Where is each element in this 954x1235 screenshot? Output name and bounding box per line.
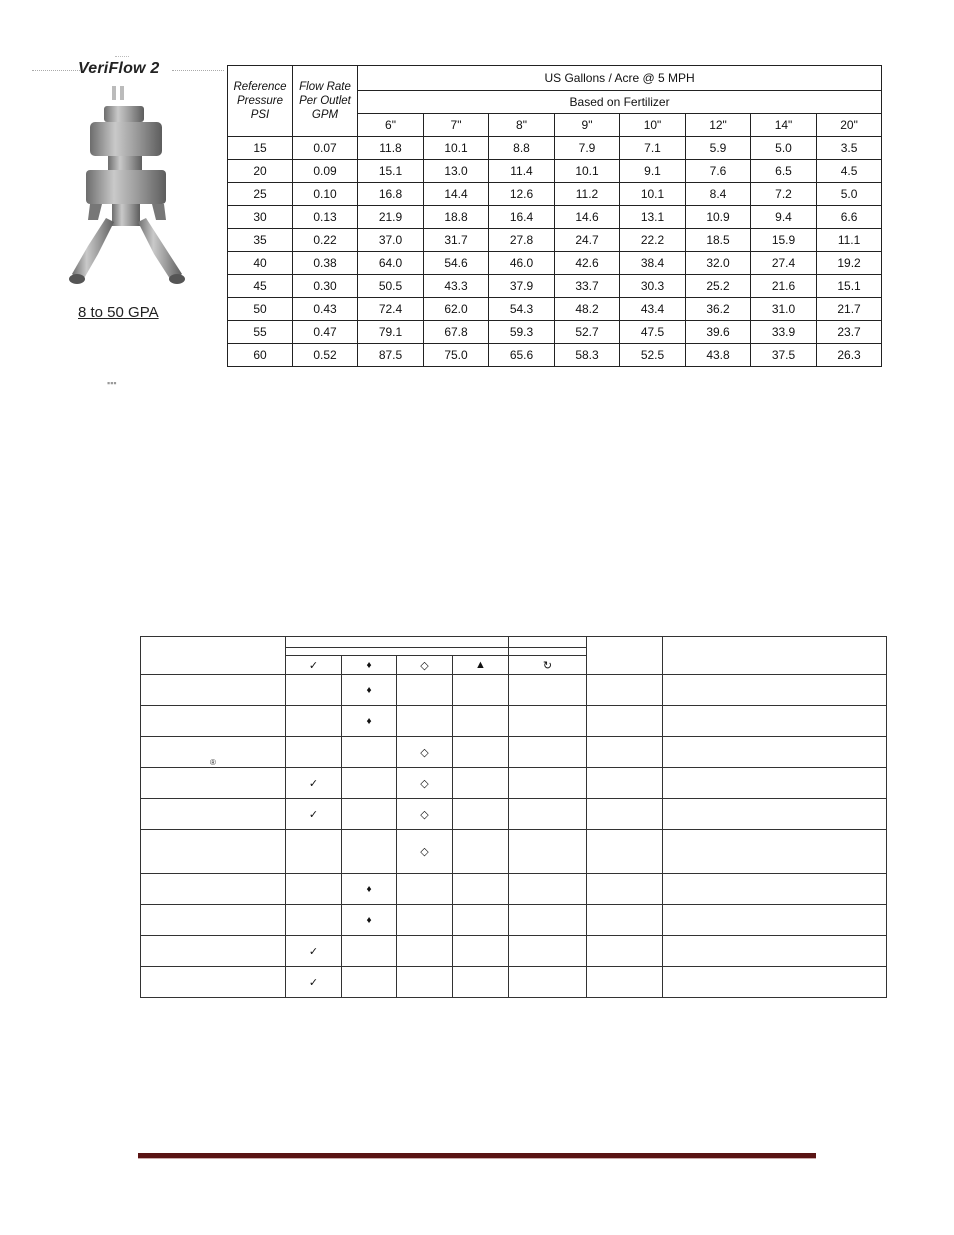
table-row: [228, 321, 882, 344]
grid-cell: [453, 967, 509, 998]
gpa-cell: 16.8: [358, 183, 424, 206]
grid-cell: [587, 936, 663, 967]
diamond-outline-icon: ◇: [397, 830, 453, 874]
rate-table-body: [228, 137, 882, 367]
gpa-cell: 36.2: [686, 298, 751, 321]
pressure-cell: 15: [228, 137, 293, 160]
grid-cell: [587, 706, 663, 737]
pressure-cell: 35: [228, 229, 293, 252]
grid-cell: [286, 737, 342, 768]
gpa-cell: 67.8: [424, 321, 489, 344]
grid-name-cell: [141, 874, 286, 905]
gpa-cell: 43.4: [620, 298, 686, 321]
grid-row: [141, 675, 887, 706]
gpa-cell: 38.4: [620, 252, 686, 275]
gpa-cell: 19.2: [817, 252, 882, 275]
grid-cell: [587, 675, 663, 706]
header-spacing: 9": [555, 114, 620, 137]
flow-rate-cell: 0.13: [293, 206, 358, 229]
gpa-cell: 31.0: [751, 298, 817, 321]
grid-cell: [342, 737, 397, 768]
gpa-cell: 11.8: [358, 137, 424, 160]
table-row: [228, 160, 882, 183]
gpa-cell: 4.5: [817, 160, 882, 183]
gpa-cell: 11.2: [555, 183, 620, 206]
droplet-icon: ♦: [342, 656, 397, 675]
grid-cell: [663, 737, 887, 768]
product-brand: VeriFlow 2: [78, 60, 160, 77]
gpa-cell: 27.4: [751, 252, 817, 275]
grid-cell: [663, 675, 887, 706]
check-icon: ✓: [286, 768, 342, 799]
flow-rate-cell: 0.30: [293, 275, 358, 298]
grid-name-cell: [141, 967, 286, 998]
grid-row: [141, 967, 887, 998]
grid-header-group-a: [286, 637, 509, 648]
gpa-cell: 9.1: [620, 160, 686, 183]
gpa-cell: 43.8: [686, 344, 751, 367]
gpa-cell: 5.0: [751, 137, 817, 160]
table-row: [228, 229, 882, 252]
grid-cell: [342, 936, 397, 967]
grid-row: [141, 706, 887, 737]
grid-row: [141, 737, 887, 768]
product-panel: [20, 52, 230, 392]
diamond-outline-icon: ◇: [397, 656, 453, 675]
gpa-cell: 21.9: [358, 206, 424, 229]
grid-cell: [453, 936, 509, 967]
grid-cell: [587, 768, 663, 799]
grid-cell: [509, 737, 587, 768]
gpa-cell: 14.6: [555, 206, 620, 229]
gpa-cell: 10.9: [686, 206, 751, 229]
gpa-cell: 64.0: [358, 252, 424, 275]
grid-name-cell: [141, 936, 286, 967]
gpa-cell: 5.9: [686, 137, 751, 160]
grid-cell: [663, 936, 887, 967]
footer-rule: [138, 1153, 816, 1159]
header-subtitle: Based on Fertilizer: [358, 91, 882, 114]
grid-cell: [453, 706, 509, 737]
gpa-cell: 52.7: [555, 321, 620, 344]
gpa-cell: 46.0: [489, 252, 555, 275]
gpa-cell: 65.6: [489, 344, 555, 367]
gpa-cell: 62.0: [424, 298, 489, 321]
gpa-cell: 37.9: [489, 275, 555, 298]
rotate-icon: ↻: [509, 656, 587, 675]
pressure-cell: 55: [228, 321, 293, 344]
grid-name-cell: [141, 768, 286, 799]
gpa-cell: 13.1: [620, 206, 686, 229]
grid-name-cell: [141, 706, 286, 737]
grid-cell: [342, 967, 397, 998]
droplet-icon: ♦: [342, 905, 397, 936]
gpa-cell: 10.1: [555, 160, 620, 183]
grid-row: [141, 830, 887, 874]
gpa-cell: 15.1: [817, 275, 882, 298]
grid-cell: [397, 905, 453, 936]
gpa-cell: 18.8: [424, 206, 489, 229]
grid-cell: [663, 905, 887, 936]
grid-cell: [663, 799, 887, 830]
grid-cell: [453, 830, 509, 874]
grid-name-cell: [141, 830, 286, 874]
gpa-cell: 16.4: [489, 206, 555, 229]
gpa-cell: 18.5: [686, 229, 751, 252]
gpa-cell: 23.7: [817, 321, 882, 344]
gpa-cell: 52.5: [620, 344, 686, 367]
gpa-cell: 33.7: [555, 275, 620, 298]
gpa-cell: 7.9: [555, 137, 620, 160]
gpa-cell: 54.3: [489, 298, 555, 321]
brand-row: [20, 60, 225, 80]
pressure-cell: 50: [228, 298, 293, 321]
gpa-cell: 50.5: [358, 275, 424, 298]
gpa-cell: 33.9: [751, 321, 817, 344]
pressure-cell: 45: [228, 275, 293, 298]
grid-cell: [453, 675, 509, 706]
grid-cell: [453, 874, 509, 905]
grid-cell: [509, 706, 587, 737]
gpa-cell: 26.3: [817, 344, 882, 367]
grid-name-cell: [141, 905, 286, 936]
gpa-cell: 43.3: [424, 275, 489, 298]
grid-cell: [453, 799, 509, 830]
grid-cell: [397, 706, 453, 737]
flow-rate-cell: 0.52: [293, 344, 358, 367]
gpa-cell: 21.7: [817, 298, 882, 321]
grid-row: [141, 874, 887, 905]
gpa-cell: 9.4: [751, 206, 817, 229]
header-spacing: 6": [358, 114, 424, 137]
gpa-cell: 54.6: [424, 252, 489, 275]
diamond-outline-icon: ◇: [397, 768, 453, 799]
grid-cell: [453, 768, 509, 799]
grid-header-col7: [587, 637, 663, 675]
gpa-cell: 32.0: [686, 252, 751, 275]
gpa-cell: 15.9: [751, 229, 817, 252]
gpa-cell: 58.3: [555, 344, 620, 367]
header-spacing: 10": [620, 114, 686, 137]
grid-cell: [663, 874, 887, 905]
grid-cell: [286, 874, 342, 905]
gpa-cell: 24.7: [555, 229, 620, 252]
grid-row: [141, 768, 887, 799]
gpa-cell: 7.2: [751, 183, 817, 206]
gpa-cell: 59.3: [489, 321, 555, 344]
pressure-cell: 60: [228, 344, 293, 367]
grid-cell: [509, 830, 587, 874]
grid-cell: [663, 967, 887, 998]
registered-mark: ®: [210, 758, 216, 767]
check-icon: ✓: [286, 967, 342, 998]
gpa-cell: 87.5: [358, 344, 424, 367]
table-row: [228, 298, 882, 321]
gpa-cell: 31.7: [424, 229, 489, 252]
grid-cell: [397, 675, 453, 706]
grid-cell: [509, 936, 587, 967]
diamond-outline-icon: ◇: [397, 737, 453, 768]
grid-cell: [509, 967, 587, 998]
grid-cell: [342, 799, 397, 830]
header-flow-rate: Flow Rate Per Outlet GPM: [293, 66, 358, 137]
flow-rate-cell: 0.10: [293, 183, 358, 206]
grid-cell: [286, 706, 342, 737]
header-spacing: 8": [489, 114, 555, 137]
grid-cell: [397, 936, 453, 967]
grid-cell: [286, 905, 342, 936]
valve-illustration: [68, 86, 186, 296]
flow-rate-cell: 0.09: [293, 160, 358, 183]
grid-cell: [342, 830, 397, 874]
grid-header-col8: [663, 637, 887, 675]
grid-row: [141, 905, 887, 936]
header-reference-pressure: Reference Pressure PSI: [228, 66, 293, 137]
gpa-cell: 30.3: [620, 275, 686, 298]
gpa-cell: 48.2: [555, 298, 620, 321]
grid-cell: [286, 675, 342, 706]
gpa-cell: 15.1: [358, 160, 424, 183]
droplet-icon: ♦: [342, 874, 397, 905]
gpa-cell: 11.4: [489, 160, 555, 183]
pressure-cell: 30: [228, 206, 293, 229]
flow-rate-cell: 0.22: [293, 229, 358, 252]
grid-cell: [587, 737, 663, 768]
grid-cell: [453, 737, 509, 768]
grid-cell: [509, 675, 587, 706]
brand-divider-right: [172, 70, 224, 71]
flow-range-label: 8 to 50 GPA: [78, 304, 159, 321]
pressure-cell: 40: [228, 252, 293, 275]
grid-cell: [587, 905, 663, 936]
grid-cell: [509, 768, 587, 799]
grid-cell: [663, 768, 887, 799]
triangle-icon: ▲: [453, 656, 509, 675]
grid-row: [141, 799, 887, 830]
header-spacing: 20": [817, 114, 882, 137]
header-spacing: 7": [424, 114, 489, 137]
symbol-grid-body: [141, 637, 887, 998]
table-row: [228, 252, 882, 275]
grid-cell: [587, 967, 663, 998]
gpa-cell: 13.0: [424, 160, 489, 183]
droplet-icon: ♦: [342, 706, 397, 737]
tiny-mark: ▪▪▪: [107, 378, 117, 388]
gpa-cell: 22.2: [620, 229, 686, 252]
grid-name-cell: [141, 675, 286, 706]
symbol-grid-table: [140, 636, 887, 998]
gpa-cell: 75.0: [424, 344, 489, 367]
gpa-cell: 3.5: [817, 137, 882, 160]
gpa-cell: 14.4: [424, 183, 489, 206]
gpa-cell: 10.1: [424, 137, 489, 160]
gpa-cell: 42.6: [555, 252, 620, 275]
check-icon: ✓: [286, 936, 342, 967]
grid-cell: [663, 830, 887, 874]
table-row: [228, 344, 882, 367]
gpa-cell: 10.1: [620, 183, 686, 206]
gpa-cell: 25.2: [686, 275, 751, 298]
gpa-cell: 21.6: [751, 275, 817, 298]
gpa-cell: 72.4: [358, 298, 424, 321]
check-icon: ✓: [286, 799, 342, 830]
grid-header-sub-a: [286, 648, 509, 656]
flow-rate-cell: 0.07: [293, 137, 358, 160]
gpa-cell: 11.1: [817, 229, 882, 252]
table-row: [228, 183, 882, 206]
grid-cell: [397, 967, 453, 998]
grid-cell: [587, 799, 663, 830]
grid-header-sub-b: [509, 648, 587, 656]
gpa-cell: 27.8: [489, 229, 555, 252]
flow-rate-cell: 0.47: [293, 321, 358, 344]
table-row: [228, 137, 882, 160]
gpa-cell: 47.5: [620, 321, 686, 344]
grid-cell: [663, 706, 887, 737]
brand-divider-left: [32, 70, 82, 71]
pressure-cell: 20: [228, 160, 293, 183]
flow-rate-cell: 0.43: [293, 298, 358, 321]
gpa-cell: 12.6: [489, 183, 555, 206]
header-spacing: 12": [686, 114, 751, 137]
flow-rate-cell: 0.38: [293, 252, 358, 275]
droplet-icon: ♦: [342, 675, 397, 706]
gpa-cell: 7.6: [686, 160, 751, 183]
table-row: [228, 206, 882, 229]
grid-cell: [509, 905, 587, 936]
gpa-cell: 79.1: [358, 321, 424, 344]
grid-cell: [397, 874, 453, 905]
table-row: [228, 275, 882, 298]
grid-name-cell: [141, 799, 286, 830]
pressure-cell: 25: [228, 183, 293, 206]
grid-cell: [587, 874, 663, 905]
grid-row: [141, 936, 887, 967]
gpa-cell: 37.5: [751, 344, 817, 367]
grid-cell: [453, 905, 509, 936]
grid-cell: [509, 799, 587, 830]
grid-cell: [286, 830, 342, 874]
gpa-cell: 6.6: [817, 206, 882, 229]
grid-header-group-b: [509, 637, 587, 648]
gpa-cell: 8.8: [489, 137, 555, 160]
header-group-title: US Gallons / Acre @ 5 MPH: [358, 66, 882, 91]
gpa-cell: 8.4: [686, 183, 751, 206]
gpa-cell: 5.0: [817, 183, 882, 206]
diamond-outline-icon: ◇: [397, 799, 453, 830]
grid-cell: [342, 768, 397, 799]
gpa-cell: 6.5: [751, 160, 817, 183]
gpa-cell: 7.1: [620, 137, 686, 160]
header-spacing: 14": [751, 114, 817, 137]
gpa-cell: 39.6: [686, 321, 751, 344]
gpa-cell: 37.0: [358, 229, 424, 252]
application-rate-table: [227, 65, 882, 367]
grid-cell: [587, 830, 663, 874]
grid-cell: [509, 874, 587, 905]
check-icon: ✓: [286, 656, 342, 675]
grid-header-name: [141, 637, 286, 675]
brand-mark: [115, 56, 129, 57]
